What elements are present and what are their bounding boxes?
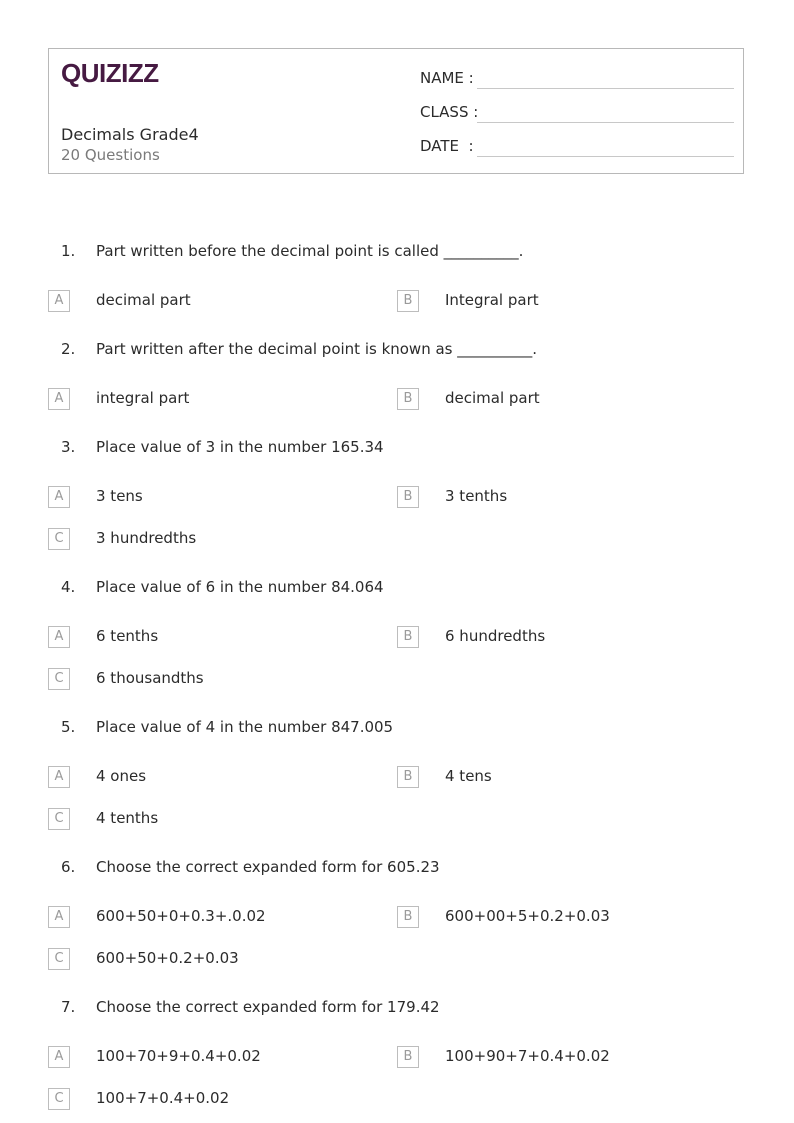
question-text: Part written before the decimal point is called __________. [96, 242, 524, 260]
question-5 [0, 718, 794, 742]
option-letter-box[interactable]: A [48, 486, 70, 508]
name-label: NAME : [420, 69, 474, 87]
date-field[interactable] [420, 135, 734, 157]
option-text: 6 thousandths [96, 669, 204, 687]
question-count: 20 Questions [61, 146, 160, 164]
option-text: 4 tenths [96, 809, 159, 827]
option-letter-box[interactable]: B [397, 906, 419, 928]
option-letter-box[interactable]: A [48, 766, 70, 788]
question-3 [0, 438, 794, 462]
option-letter-box[interactable]: A [48, 1046, 70, 1068]
option-text: 4 tens [445, 767, 492, 785]
option-text: 100+70+9+0.4+0.02 [96, 1047, 261, 1065]
question-text: Place value of 3 in the number 165.34 [96, 438, 384, 456]
date-label: DATE : [420, 137, 474, 155]
worksheet-title: Decimals Grade4 [61, 125, 199, 144]
question-number: 1. [61, 242, 76, 260]
option-letter-box[interactable]: B [397, 766, 419, 788]
option-text: 100+7+0.4+0.02 [96, 1089, 230, 1107]
question-7 [0, 998, 794, 1022]
option-letter-box[interactable]: C [48, 808, 70, 830]
option-text: Integral part [445, 291, 539, 309]
option-text: decimal part [445, 389, 540, 407]
question-text: Place value of 6 in the number 84.064 [96, 578, 384, 596]
option-letter-box[interactable]: C [48, 668, 70, 690]
option-text: integral part [96, 389, 190, 407]
option-text: 600+00+5+0.2+0.03 [445, 907, 610, 925]
name-line[interactable] [477, 88, 734, 89]
class-field[interactable] [420, 101, 734, 123]
option-text: decimal part [96, 291, 191, 309]
option-letter-box[interactable]: A [48, 906, 70, 928]
option-text: 100+90+7+0.4+0.02 [445, 1047, 610, 1065]
option-text: 6 hundredths [445, 627, 546, 645]
option-letter-box[interactable]: B [397, 1046, 419, 1068]
question-number: 4. [61, 578, 76, 596]
option-letter-box[interactable]: C [48, 1088, 70, 1110]
question-text: Place value of 4 in the number 847.005 [96, 718, 394, 736]
question-number: 5. [61, 718, 76, 736]
question-2 [0, 340, 794, 364]
question-text: Choose the correct expanded form for 605.23 [96, 858, 440, 876]
option-letter-box[interactable]: B [397, 626, 419, 648]
option-letter-box[interactable]: A [48, 626, 70, 648]
name-field[interactable] [420, 67, 734, 89]
question-number: 6. [61, 858, 76, 876]
option-text: 600+50+0.2+0.03 [96, 949, 239, 967]
option-letter-box[interactable]: C [48, 948, 70, 970]
option-letter-box[interactable]: A [48, 388, 70, 410]
question-text: Part written after the decimal point is known as __________. [96, 340, 538, 358]
quizizz-logo: QUIZIZZ [61, 58, 159, 88]
question-number: 3. [61, 438, 76, 456]
option-text: 3 tens [96, 487, 143, 505]
question-1 [0, 242, 794, 266]
question-text: Choose the correct expanded form for 179.42 [96, 998, 440, 1016]
worksheet-header [48, 48, 744, 174]
option-text: 6 tenths [96, 627, 159, 645]
question-number: 2. [61, 340, 76, 358]
option-text: 600+50+0+0.3+.0.02 [96, 907, 266, 925]
option-letter-box[interactable]: B [397, 290, 419, 312]
option-text: 3 hundredths [96, 529, 197, 547]
option-text: 4 ones [96, 767, 147, 785]
question-number: 7. [61, 998, 76, 1016]
option-letter-box[interactable]: C [48, 528, 70, 550]
class-line[interactable] [477, 122, 734, 123]
option-letter-box[interactable]: B [397, 388, 419, 410]
option-letter-box[interactable]: B [397, 486, 419, 508]
option-letter-box[interactable]: A [48, 290, 70, 312]
option-text: 3 tenths [445, 487, 508, 505]
class-label: CLASS : [420, 103, 479, 121]
date-line[interactable] [477, 156, 734, 157]
question-4 [0, 578, 794, 602]
question-6 [0, 858, 794, 882]
